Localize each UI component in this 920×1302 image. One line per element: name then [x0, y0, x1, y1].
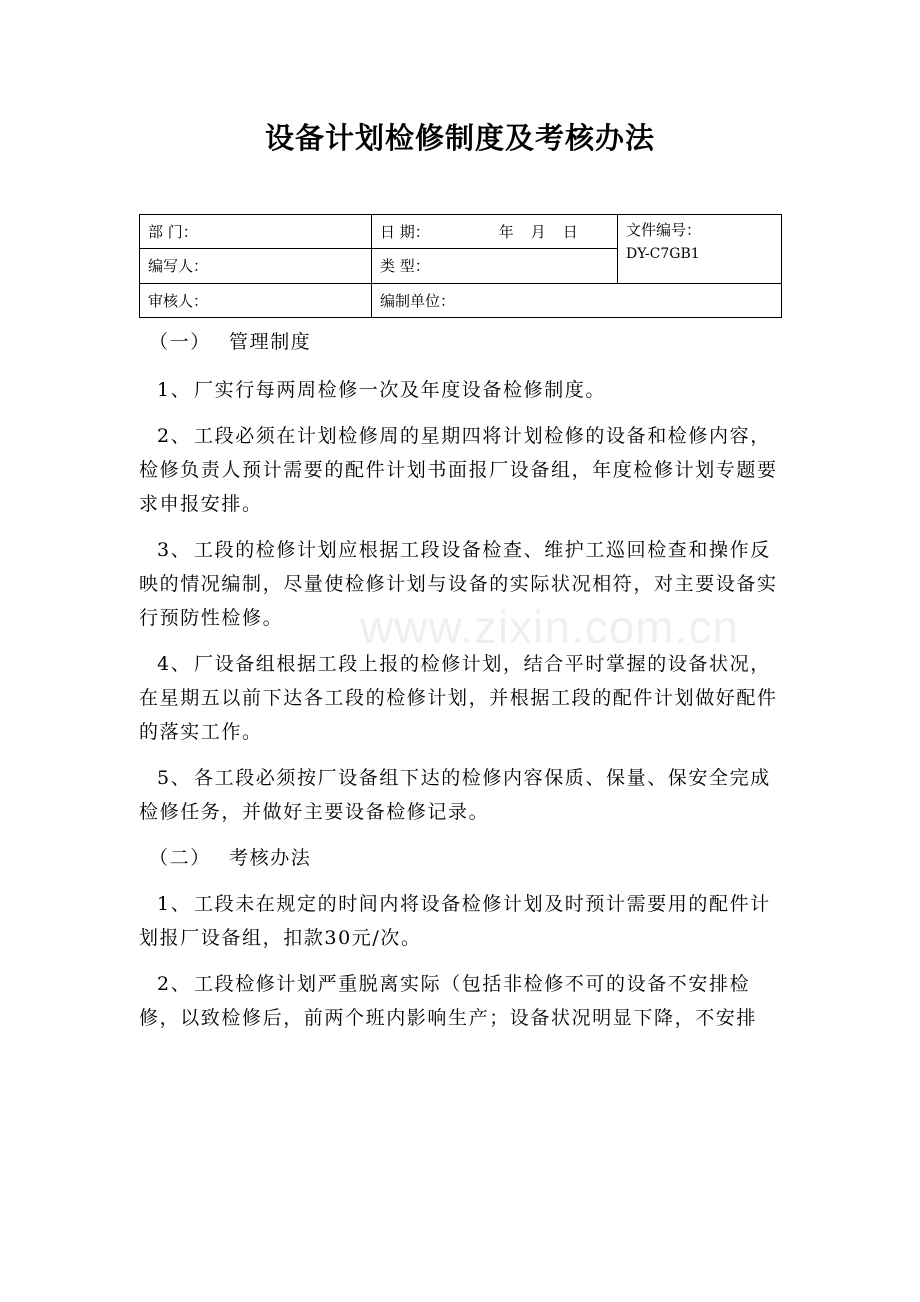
item-text: 工段的检修计划应根据工段设备检查、维护工巡回检查和操作反映的情况编制，尽量使检修计划与设备的实际状况相符，对主要设备实行预防性检修。 — [139, 539, 778, 629]
item-number: 2、 — [157, 425, 192, 447]
doc-number-label: 文件编号： — [626, 221, 702, 239]
document-info-table — [139, 214, 782, 318]
item-text: 工段未在规定的时间内将设备检修计划及时预计需要用的配件计划报厂设备组，扣款30元/次。 — [139, 893, 771, 949]
document-body — [139, 325, 781, 1035]
list-item — [139, 419, 781, 521]
list-item — [139, 887, 781, 955]
type-cell — [372, 249, 618, 283]
author-cell — [140, 249, 372, 283]
list-item — [139, 373, 781, 407]
document-title: 设备计划检修制度及考核办法 — [264, 121, 655, 155]
item-text: 厂实行每两周检修一次及年度设备检修制度。 — [194, 379, 607, 401]
date-cell — [372, 215, 618, 249]
department-cell — [140, 215, 372, 249]
item-text: 各工段必须按厂设备组下达的检修内容保质、保量、保安全完成检修任务，并做好主要设备检修记录。 — [139, 767, 771, 823]
type-label: 类 型： — [380, 257, 430, 276]
section-heading — [139, 325, 781, 359]
date-label: 日 期： — [380, 223, 430, 242]
unit-label: 编制单位： — [380, 291, 456, 310]
date-month-label: 月 — [530, 223, 546, 242]
section-number: （一） — [149, 331, 211, 353]
section-number: （二） — [149, 847, 211, 869]
department-label: 部 门： — [148, 223, 198, 242]
list-item — [139, 967, 781, 1035]
date-day-label: 日 — [562, 223, 578, 242]
section-title: 考核办法 — [229, 847, 312, 869]
list-item — [139, 533, 781, 635]
list-item — [139, 761, 781, 829]
item-number: 5、 — [157, 767, 192, 789]
unit-cell — [372, 283, 782, 317]
watermark: www.zixin.com.cn — [360, 601, 739, 653]
item-text: 工段检修计划严重脱离实际（包括非检修不可的设备不安排检修，以致检修后，前两个班内影响生产；设备状况明显下降，不安排 — [139, 973, 758, 1029]
item-number: 3、 — [157, 539, 192, 561]
item-text: 厂设备组根据工段上报的检修计划，结合平时掌握的设备状况，在星期五以前下达各工段的检修计划，并根据工段的配件计划做好配件的落实工作。 — [139, 653, 778, 743]
item-number: 1、 — [157, 379, 192, 401]
reviewer-cell — [140, 283, 372, 317]
doc-number-value: DY-C7GB1 — [626, 246, 700, 262]
section-title: 管理制度 — [229, 331, 312, 353]
author-label: 编写人： — [148, 257, 209, 276]
list-item — [139, 647, 781, 749]
date-year-label: 年 — [498, 223, 514, 242]
section-heading — [139, 841, 781, 875]
item-text: 工段必须在计划检修周的星期四将计划检修的设备和检修内容，检修负责人预计需要的配件计划书面报厂设备组，年度检修计划专题要求申报安排。 — [139, 425, 778, 515]
item-number: 1、 — [157, 893, 192, 915]
doc-number-cell — [618, 215, 782, 284]
reviewer-label: 审核人： — [148, 291, 209, 310]
item-number: 4、 — [157, 653, 192, 675]
item-number: 2、 — [157, 973, 192, 995]
